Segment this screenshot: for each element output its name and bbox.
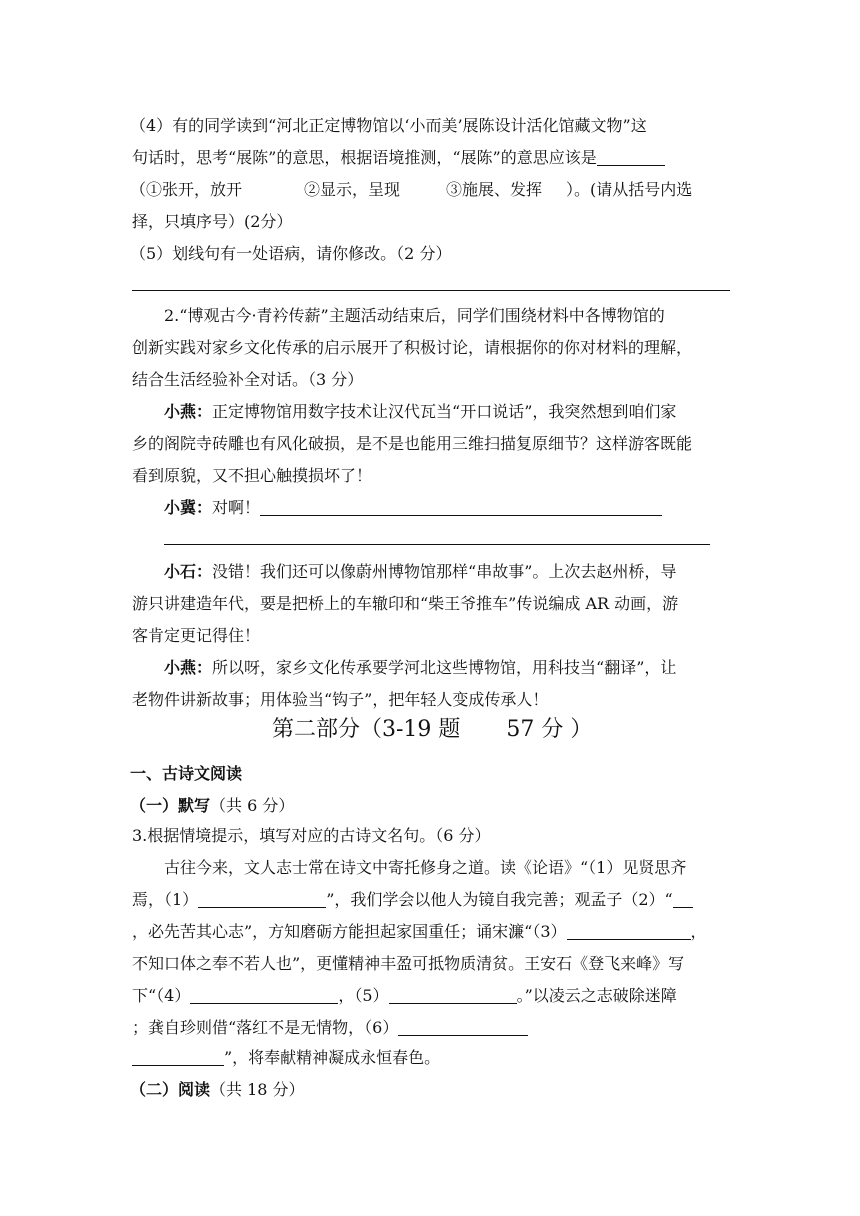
dialog-yan-1-line-3: 看到原貌，又不担心触摸损坏了！ [132, 466, 373, 485]
q4-option-3: ③施展、发挥 [446, 180, 543, 199]
dialog-yan-2 [164, 658, 676, 678]
sub-1-score: （共 6 分） [210, 796, 295, 815]
q3-line-3b: ， [690, 922, 707, 941]
q4-option-2: ②显示，呈现 [304, 180, 401, 199]
q4-line-1: （4）有的同学读到“河北正定博物馆以‘小而美’展陈设计活化馆藏文物”这 [130, 116, 647, 135]
q3-blank-3[interactable] [567, 923, 691, 940]
speaker-xiaoshi: 小石： [164, 562, 213, 581]
dialog-shi [164, 562, 676, 582]
sub-2-label: （二）阅读 [130, 1080, 211, 1099]
part-two-title-b: 57 分 ） [506, 717, 593, 742]
q4-line-2 [132, 148, 665, 168]
q2-line-2: 创新实践对家乡文化传承的启示展开了积极讨论，请根据你的你对材料的理解， [132, 338, 693, 357]
q3-blank-1[interactable] [198, 891, 326, 908]
section-1-title: 一、古诗文阅读 [130, 764, 243, 783]
sub-2-heading [130, 1080, 305, 1100]
speaker-xiaoyan-2: 小燕： [164, 658, 213, 677]
q2-line-1: 2.“博观古今·青衿传薪”主题活动结束后，同学们围绕材料中各博物馆的 [164, 306, 665, 325]
part-two-title-a: 第二部分（3-19 题 [272, 717, 461, 742]
dialog-yan-1-line-2: 乡的阁院寺砖雕也有风化破损，是不是也能用三维扫描复原细节？这样游客既能 [132, 434, 693, 453]
q3-line-2 [132, 890, 693, 910]
sub-1-heading [130, 796, 294, 816]
q3-line-6 [132, 1018, 528, 1038]
q3-line-5c: 。”以凌云之志破除迷障 [516, 986, 677, 1005]
q3-blank-2[interactable] [673, 891, 693, 908]
q5-answer-line[interactable] [132, 290, 730, 291]
q3-line-3 [132, 922, 707, 942]
dialog-yan-1 [164, 402, 676, 422]
dialog-shi-line-3: 客肯定更记得住！ [132, 626, 261, 645]
q5-text: （5）划线句有一处语病，请你修改。（2 分） [130, 244, 452, 263]
q3-line-1: 古往今来，文人志士常在诗文中寄托修身之道。读《论语》“（1）见贤思齐 [164, 858, 687, 877]
q3-line-7 [132, 1048, 440, 1068]
dialog-shi-line-2: 游只讲建造年代，要是把桥上的车辙印和“柴王爷推车”传说编成 AR 动画，游 [132, 594, 679, 613]
q4-line-2-text: 句话时，思考“展陈”的意思，根据语境推测，“展陈”的意思应该是 [132, 148, 597, 167]
speaker-xiaoyan: 小燕： [164, 402, 213, 421]
sub-1-label: （一）默写 [130, 796, 211, 815]
q3-line-2b: ”，我们学会以他人为镜自我完善；观孟子（2）“ [326, 890, 673, 909]
q3-line-2a: 焉，（1） [132, 890, 199, 909]
q3-blank-4[interactable] [190, 987, 338, 1004]
q4-line-4: 择，只填序号）(2分） [132, 212, 293, 231]
dialog-yan-1-text: 正定博物馆用数字技术让汉代瓦当“开口说话”，我突然想到咱们家 [212, 402, 677, 421]
q2-line-3: 结合生活经验补全对话。（3 分） [132, 370, 364, 389]
part-two-title [272, 716, 592, 744]
dialog-ji-answer-blank[interactable] [260, 499, 662, 516]
q4-option-end: ）。(请从括号内选 [566, 180, 693, 199]
dialog-yan-2-line-2: 老物件讲新故事；用体验当“钩子”，把年轻人变成传承人！ [132, 690, 549, 709]
q3-line-6a: ；龚自珍则借“落红不是无情物，（6） [132, 1018, 399, 1037]
q3-blank-5[interactable] [389, 987, 517, 1004]
dialog-shi-text: 没错！我们还可以像蔚州博物馆那样“串故事”。上次去赵州桥，导 [212, 562, 677, 581]
q3-blank-6-cont[interactable] [132, 1049, 224, 1066]
q3-stem: 3.根据情境提示，填写对应的古诗文名句。（6 分） [132, 826, 491, 845]
q3-line-7b: ”，将奉献精神凝成永恒春色。 [224, 1048, 441, 1067]
q4-answer-blank[interactable] [597, 149, 665, 166]
sub-2-score: （共 18 分） [210, 1080, 305, 1099]
q3-line-5 [132, 986, 677, 1006]
dialog-ji-answer-line-2[interactable] [164, 544, 710, 545]
dialog-yan-2-text: 所以呀，家乡文化传承要学河北这些博物馆，用科技当“翻译”，让 [212, 658, 677, 677]
dialog-ji-text: 对啊！ [212, 498, 261, 517]
q3-line-5a: 下“（4） [132, 986, 191, 1005]
q3-line-3a: ，必先苦其心志”，方知磨砺方能担起家国重任；诵宋濂“（3） [132, 922, 567, 941]
q4-option-1: （①张开，放开 [130, 180, 243, 199]
q4-options [130, 180, 692, 200]
speaker-xiaoji: 小冀： [164, 498, 213, 517]
dialog-ji [164, 498, 662, 518]
q3-line-5b: ，（5） [338, 986, 389, 1005]
q3-line-4: 不知口体之奉不若人也”，更懂精神丰盈可抵物质清贫。王安石《登飞来峰》写 [132, 954, 685, 973]
q3-blank-6[interactable] [398, 1019, 528, 1036]
